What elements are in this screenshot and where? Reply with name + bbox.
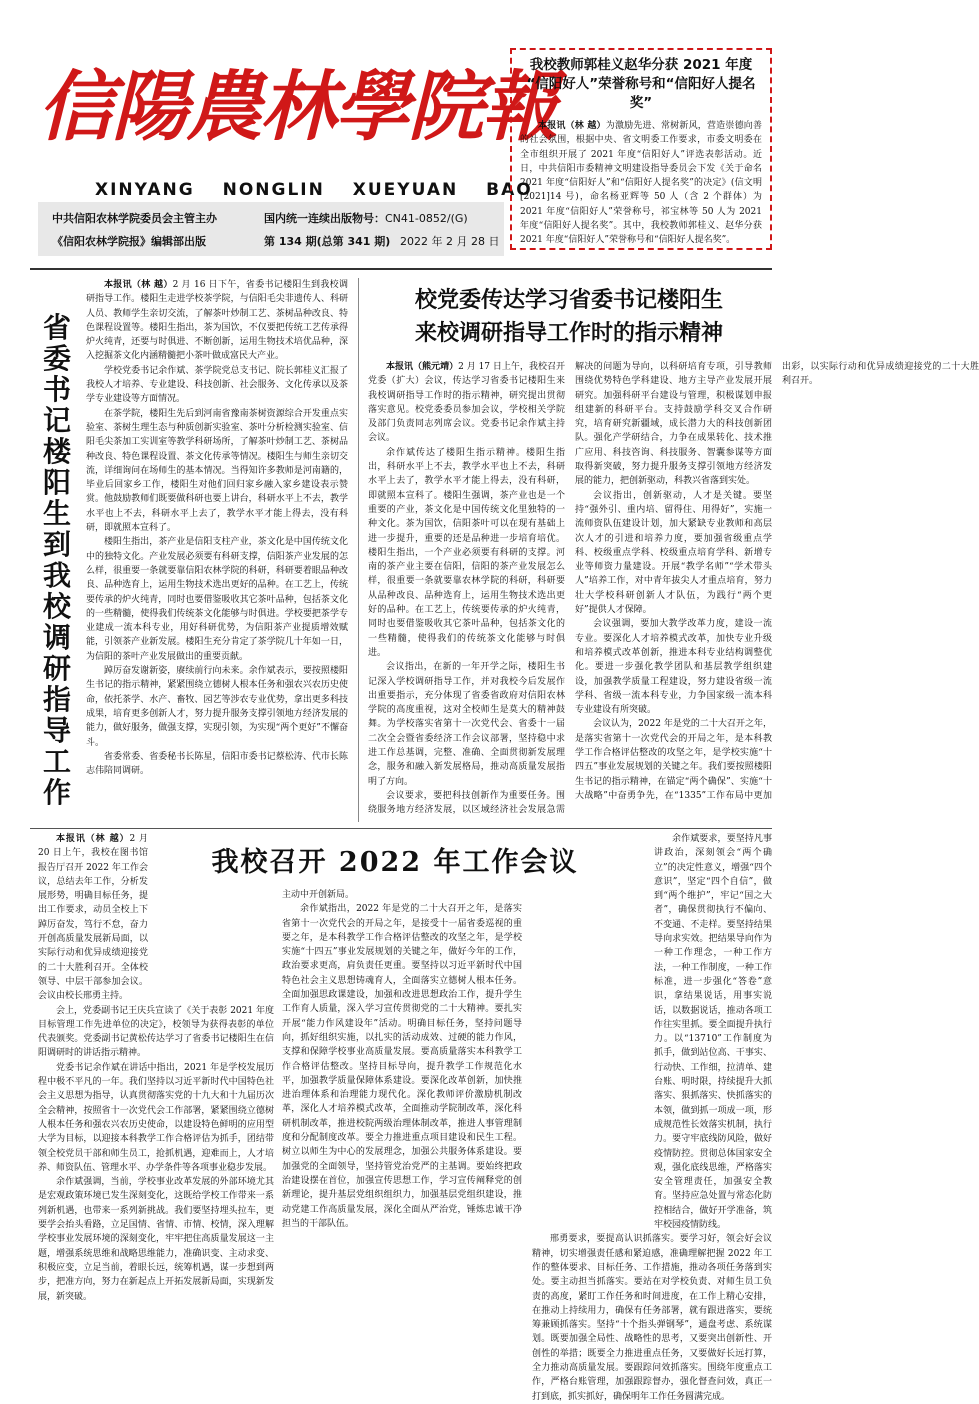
- article-right-para: 会议认为，2022 年是党的二十大召开之年，是落实省第十一次党代会的开局之年，是本科教学工作合格评估整改的攻坚之年，是学校实施“十四五”事业发展规划的关键之年。我们要按照楼阳生书记的指示精神，在锚定“两个确保”、实施“十大战略”中奋勇争先，在“1335”工作布局中更加出彩，以实际行动和优异成绩迎接党的二十大胜利召开。: [575, 362, 979, 801]
- masthead-rule: [30, 268, 772, 270]
- award-headline-line1: 我校教师郭桂义赵华分获 2021 年度: [529, 57, 753, 73]
- article-right-headline-line2: 来校调研指导工作时的指示精神: [414, 321, 723, 346]
- article-bottom-col1: [38, 832, 274, 1302]
- article-left-para: 在茶学院，楼阳生先后到河南省豫南茶树资源综合开发重点实验室、茶树生理生态与种质创新实验室、茶叶分析检测实验室、信阳毛尖茶加工实训室等教学科研场所，了解茶叶炒制工艺、茶树品种改良、特色课程设置、茶文化传承等情况。楼阳生与师生亲切交流，详细询问在场师生的基本情况。当得知许多教师是河南籍的，毕业后回家乡工作，楼阳生对他们回归家乡融入家乡建设表示赞赏。他鼓励教师们既要做科研也要上讲台，科研水平上不去，教学水平也上不去，科研水平上去了，教学水平才能上得去，没有科研，即就照本宣科了。: [86, 408, 348, 534]
- cn-label: [264, 210, 468, 226]
- article-bottom-para-text: 2 月 20 日上午，我校在图书馆报告厅召开 2022 年工作会议，总结去年工作，分析发展形势，明确目标任务，提出工作要求，动员全校上下踔厉奋发，笃行不怠，奋力开创高质量发展新局面，以实际行动和优异成绩迎接党的二十大胜利召开。全体校领导、中层干部参加会议。会议由校长邢勇主持。: [38, 834, 148, 1002]
- award-byline: 本报讯（林 越）: [538, 121, 606, 131]
- article-bottom-para: 党委书记余作斌在讲话中指出，2021 年是学校发展历程中极不平凡的一年。我们坚持以习近平新时代中国特色社会主义思想为指导，认真贯彻落实党的十九大和十九届历次全会精神，按照省十一次党代会工作部署，紧紧围绕立德树人根本任务和强农兴农历史使命，以建设特色鲜明的应用型大学为目标，以迎接本科教学工作合格评估为抓手，团结带领全校党员干部和师生员工，抢抓机遇，迎难而上，人才培养、师资队伍、管理水平、办学条件等各项事业稳步发展。: [38, 1062, 274, 1173]
- cn-number: CN41-0852/(G): [385, 212, 468, 225]
- editor-text: 《信阳农林学院报》编辑部出版: [52, 235, 206, 248]
- article-bottom-para: [38, 832, 274, 1004]
- article-left-para: 学校党委书记余作斌、茶学院党总支书记、院长郭桂义汇报了我校人才培养、专业建设、科技创新、社会服务、文化传承以及茶学专业建设等方面情况。: [86, 365, 348, 405]
- article-right-para: 会议指出，创新驱动，人才是关键。要坚持“强外引、重内培、留得住、用得好”，实施一流师资队伍建设计划，加大紧缺专业教师和高层次人才的引进和培养力度，要加强省级重点学科、校级重点学科、校级重点培育学科、新增专业等师资力量建设。开展“教学名师”“学术带头人”培养工作，对中青年拔尖人才重点培育，努力壮大学校科研创新人才队伍，为践行“两个更好”提供人才保障。: [575, 490, 772, 616]
- article-right-para: [368, 360, 565, 446]
- article-left-para: 楼阳生指出，茶产业是信阳支柱产业，茶文化是中国传统文化中的独特文化。产业发展必须要有科研支撑，信阳茶产业发展的怎么样，很重要一条就要靠信阳农林学院的科研，科研要着眼品种改良、品种选育上，运用生物技术选出更好的品种。在工艺上，传统要传承的炉火纯青，同时也要借鉴吸收其它茶叶品种，包括茶文化的一些精髓，使得我们传统茶文化能够与时俱进。学校要把茶学专业建成一流本科专业，用好科研优势，为信阳茶产业提质增效赋能，引领茶产业新发展。楼阳生充分肯定了茶学院几十年如一日，为信阳的茶叶产业发展做出的重要贡献。: [86, 537, 348, 662]
- masthead-pinyin: XINYANG NONGLIN XUEYUAN BAO: [95, 180, 533, 200]
- cn-label-text: 国内统一连续出版物号：: [264, 212, 385, 225]
- section-rule: [30, 828, 772, 829]
- article-bottom-para: 余作斌要求，要坚持凡事讲政治，深刻领会“两个确立”的决定性意义，增强“四个意识”，坚定“四个自信”，做到“两个维护”，牢记“国之大者”，确保贯彻执行不偏向、不变通、不走样。要坚持结果导向求实效。把结果导向作为一种工作理念，一种工作方法，一种工作制度，一种工作标准，进一步强化“答卷”意识，拿结果说话，用事实说话，以数据说话，推动各项工作往实里抓。要全面提升执行力。以“13710”工作制度为抓手，做到站位高、干事实、行动快、工作细，拉清单、建台账、明时限，持续提升大抓落实、狠抓落实、快抓落实的本领，做到抓一项成一项，形成规范性长效落实机制，执行力。要守牢底线防风险，做好疫情防控。贯彻总体国家安全观，强化底线思维，严格落实安全管理责任，加强安全教育。坚持应急处置与常态化防控相结合，做好开学准备，筑牢校园疫情防线。: [654, 834, 772, 1231]
- award-headline-line2: “信阳好人”荣誉称号和“信阳好人提名奖”: [526, 76, 756, 111]
- award-body: [520, 119, 762, 255]
- newspaper-masthead: 信陽農林學院報: [38, 62, 556, 151]
- article-left-byline: 本报讯（林 越）: [104, 280, 173, 290]
- article-right-para: 会议要求，要把科技创新作为重要任务。围绕服务地方经济发展，以区域经济社会发展急需解决的问题为导向，以科研培育专项，引导教师围绕优势特色学科建设、地方主导产业发展开展研究。加强科研平台建设与管理，积极谋划申报组建新的科研平台。支持鼓励学科交叉合作研究，培育研究新疆域，成长潜力大的科技创新团队。强化产学研结合，力争在成果转化、技术推广应用、科技咨询、科技服务、智囊参谋等方面取得新突破，努力提升服务支撑引领地方经济发展的能力，把创新驱动，科教兴省落到实处。: [368, 362, 772, 816]
- article-bottom-col3: [532, 832, 772, 1402]
- publication-info-bar: [38, 202, 504, 256]
- article-bottom-headline: 我校召开 2022 年工作会议: [211, 847, 579, 878]
- sponsor-text: 中共信阳农林学院委员会主管主办: [52, 212, 217, 225]
- article-bottom-col2: [282, 888, 522, 1229]
- article-bottom-byline: 本报讯（林 越）: [56, 834, 130, 844]
- article-right-byline: 本报讯（熊元靖）: [386, 362, 459, 372]
- article-right-para: 余作斌传达了楼阳生指示精神。楼阳生指出，科研水平上不去，教学水平也上不去，科研水平上去了，教学水平才能上得去，没有科研，即就照本宣科了。楼阳生强调，茶产业也是一个重要的产业，茶文化是中国传统文化里独特的一种文化。茶为国饮，信阳茶叶可以在现有基础上进一步提升，重要的还是品种进一步培育培优。楼阳生指出，一个产业必须要有科研的支撑。河南的茶产业主要在信阳，信阳的茶产业发展怎么样，很重要一条就要靠农林学院的科研，科研要从品种改良、品种选育上，运用生物技术选出更好的品种。在工艺上，传统要传承的炉火纯青，同时也要借鉴吸收其它茶叶品种，包括茶文化的一些精髓，使得我们的传统茶文化能够与时俱进。: [368, 447, 565, 658]
- article-left-para: [86, 278, 348, 364]
- article-left-para: 省委常委、省委秘书长陈星，信阳市委书记蔡松涛、代市长陈志伟陪同调研。: [86, 751, 348, 777]
- article-right-para: 会议强调，要加大教学改革力度，建设一流专业。要深化人才培养模式改革，加快专业升级和培养模式改革创新，推进本科专业结构调整优化。要进一步强化教学团队和基层教学组织建设，加强教学质量工程建设，努力建设省级一流学科、省级一流本科专业，力争国家级一流本科专业建设有所突破。: [575, 619, 772, 716]
- article-bottom-para: 余作斌指出，2022 年是党的二十大召开之年，是落实省第十一次党代会的开局之年，是接受十一届省委巡视的重要之年，是本科教学工作合格评估整改的攻坚之年，是学校实施“十四五”事业发展规划的关键之年，做好今年的工作，政治要求更高，肩负责任更重。要坚持以习近平新时代中国特色社会主义思想铸魂育人，全面落实立德树人根本任务。全面加强思政课建设，加强和改进思想政治工作，提升学生工作育人质量，深入学习宣传贯彻党的二十大精神。要扎实开展“能力作风建设年”活动。明确目标任务，坚持问题导向，抓好组织实施，以扎实的活动成效、过硬的能力作风，支撑和保障学校事业高质量发展。要高质量落实本科教学工作合格评估整改。坚持目标导向，提升教学工作规范化水平，加强教学质量保障体系建设。要深化改革创新，加快推进治理体系和治理能力现代化。深化教师评价激励机制改革，深化人才培养模式改革，全面推动学院制改革，深化科研机制改革，推进校院两级治理体制改革，推进人事管理制度和分配制度改革。要全力推进重点项目建设和民生工程。树立以师生为中心的发展理念，加强公共服务体系建设。要加强党的全面领导，坚持管党治党严的主基调。要始终把政治建设摆在首位，加强宣传思想工作，学习宣传阐释党的创新理论，提升基层党组织组织力，加强基层党组织建设，推动党建工作高质量发展，深化全面从严治党，锤炼忠诚干净担当的干部队伍。: [282, 904, 522, 1229]
- column-divider: [358, 278, 359, 822]
- article-right-headline-line1: 校党委传达学习省委书记楼阳生: [414, 288, 723, 313]
- article-bottom-para: 主动中开创新局。: [282, 890, 355, 900]
- issue-number: 第 134 期(总第 341 期): [264, 235, 391, 248]
- article-bottom-para: 余作斌强调，当前，学校事业改革发展的外部环境尤其是宏观政策环境已发生深刻变化，这既给学校工作带来一系列新机遇，也带来一系列新挑战。我们要坚持埋头拉车，更要学会抬头看路，立足国情、省情、市情、校情，深入理解学校事业发展环境的深刻变化，牢牢把住高质量发展这一主题，增强系统思维和战略思维能力，准确识变、主动求变、积极应变，立足当前，着眼长远，统筹机遇，谋一步想到两步，把准方向，努力在新起点上开拓发展新局面，实现新发展，新突破。: [38, 1177, 274, 1302]
- article-bottom-para: 邢勇要求，要提高认识抓落实。要学习好，领会好会议精神，切实增强责任感和紧迫感，准确理解把握 2022 年工作的整体要求、目标任务、工作措施，推动各项任务落到实处。要主动担当抓落实。要站在对学校负责、对师生员工负责的高度，紧盯工作任务和时间进度，在工作上精心安排，在推动上持续用力，确保有任务部署，就有跟进落实，要统筹兼顾抓落实。坚持“十个指头弹钢琴”，通盘考虑、系统谋划。既要加强全局性、战略性的思考，又要突出创新性、开创性的举措；既要全力推进重点任务，又要做好长远打算，全力推动高质量发展。要跟踪问效抓落实。围绕年度重点工作，严格台账管理，加强跟踪督办，强化督查问效，真正一打到底，抓实抓好，确保明年工作任务圆满完成。: [532, 1234, 772, 1402]
- issue-date: 2022 年 2 月 28 日: [400, 235, 500, 248]
- article-left-body: [86, 278, 348, 830]
- article-bottom-para: 会上，党委副书记王庆兵宣读了《关于表彰 2021 年度目标管理工作先进单位的决定》，校领导为获得表彰的单位代表颁奖。党委副书记黄松传达学习了省委书记楼阳生在信阳调研时的讲话指示精神。: [38, 1005, 274, 1059]
- article-right-body: [368, 360, 979, 822]
- award-news-box: [510, 48, 772, 250]
- article-right-para: 会议指出，在新的一年开学之际，楼阳生书记深入学校调研指导工作，并对我校今后发展作出重要指示，充分体现了省委省政府对信阳农林学院的高度重视，这对全校师生是莫大的精神鼓舞。为学校落实省第十一次党代会、省委十一届二次全会暨省委经济工作会议部署，坚持稳中求进工作总基调，完整、准确、全面贯彻新发展理念，服务和融入新发展格局，推动高质量发展指明了方向。: [368, 662, 565, 787]
- award-body-text: 为激励先进、常树新风，营造崇德向善的社会氛围，根据中央、省文明委工作要求，市委文明委在全市组织开展了 2021 年度“信阳好人”评选表彰活动。近日，中共信阳市委精神文明建设指导委员会下发《关于命名 2021 年度“信阳好人”和“信阳好人提名奖”的决定》(信文明[2021]14 号)，命名杨亚辉等 50 人（含 2 个群体）为 2021 年度“信阳好人”荣誉称号，祁宝林等 50 人为 2021 年度“信阳好人提名奖”。其中，我校教师郭桂义、赵华分获 2021 年度“信阳好人”荣誉称号和“信阳好人提名奖”。: [520, 121, 762, 246]
- article-left-para: 踔厉奋发谢新姿，赓续前行向未来。余作斌表示，要按照楼阳生书记的指示精神，紧紧围绕立德树人根本任务和强农兴农历史使命，依托茶学、水产、畜牧、园艺等涉农专业优势，拿出更多科技成果，培育更多创新人才，努力提升服务支撑引领地方经济发展的能力，做好服务，做强支撑，实现引领，为实现“两个更好”不懈奋斗。: [86, 666, 348, 748]
- article-right-para-text: 2 月 17 日上午，我校召开党委（扩大）会议，传达学习省委书记楼阳生来我校调研指导工作时的指示精神，研究提出贯彻落实意见。校党委委员参加会议，学校相关学院及部门负责同志列席会议。党委书记余作斌主持会议。: [368, 362, 565, 444]
- article-left-vertical-title: 省委书记楼阳生到我校调研指导工作: [42, 311, 71, 809]
- article-left-para-text: 2 月 16 日下午，省委书记楼阳生到我校调研指导工作。楼阳生走进学校茶学院，与信阳毛尖非遗传人、科研人员、教师学生亲切交流，了解茶叶炒制工艺、茶树品种改良、特色课程设置等。楼阳生指出，茶为国饮，不仅要把传统工艺传承得炉火纯青，还要与时俱进、不断创新，运用生物技术培优品种，深入挖掘茶文化内涵精髓把小茶叶做成富民大产业。: [86, 280, 348, 362]
